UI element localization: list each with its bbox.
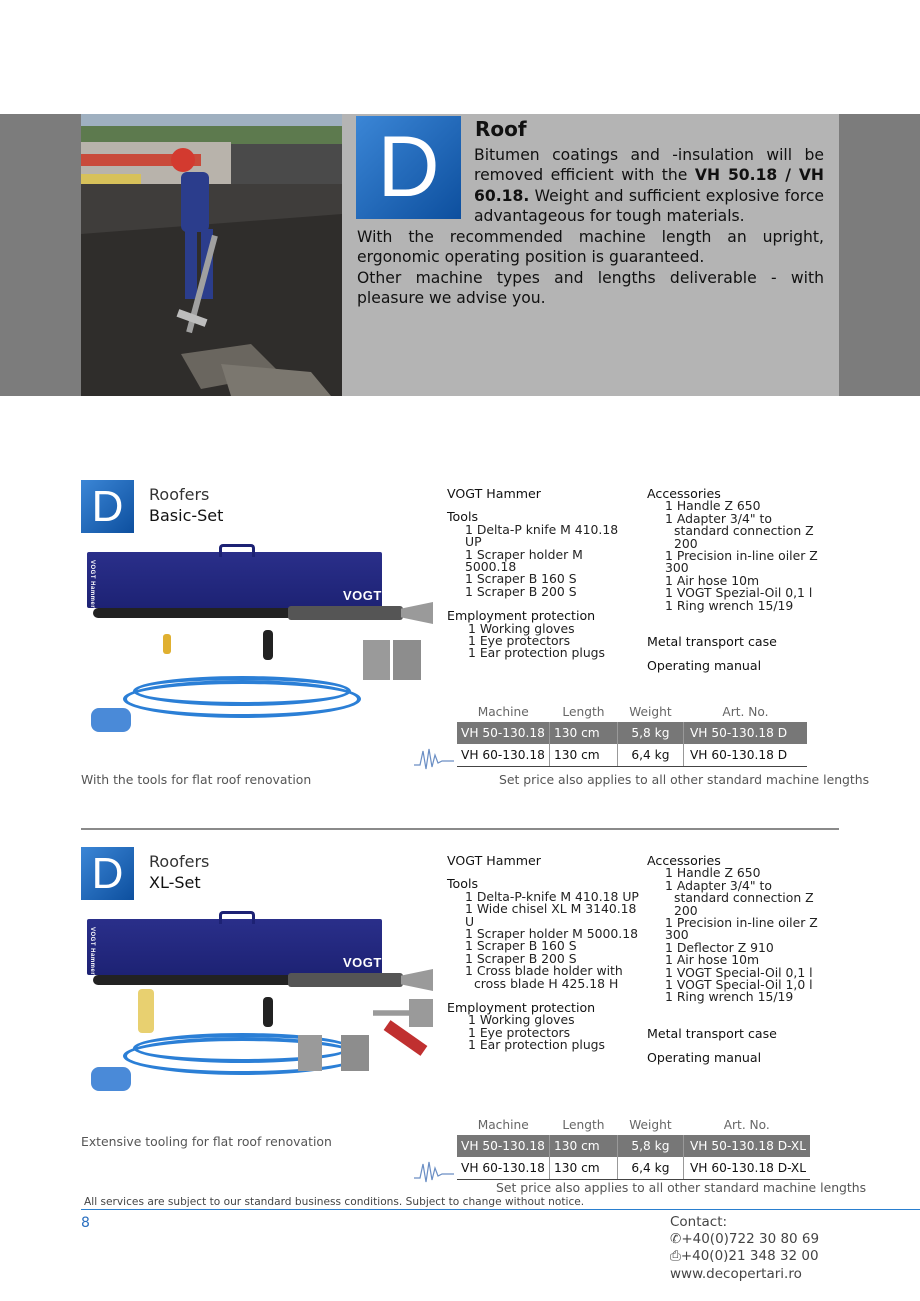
- xl-set-accessories: [647, 855, 839, 1065]
- table-header-row: [457, 702, 807, 722]
- basic-accessory-item: 1 VOGT Spezial-Oil 0,1 l: [665, 585, 813, 601]
- basic-accessory-item: 1 Precision in-line oiler Z 300: [665, 548, 818, 576]
- basic-accessory-item: 1 Handle Z 650: [665, 498, 761, 514]
- website-link[interactable]: www.decopertari.ro: [670, 1265, 802, 1282]
- roof-worker-illustration: [81, 114, 342, 396]
- xl-tool-item: 1 Scraper holder M 5000.18: [465, 926, 638, 942]
- section-divider: [81, 828, 839, 830]
- basic-accessory-item: 1 Adapter 3/4" to: [665, 510, 772, 526]
- xl-set-title: [149, 851, 209, 893]
- xl-protection-item: 1 Working gloves: [468, 1012, 575, 1028]
- xl-hammer-label: VOGT Hammer: [447, 853, 541, 868]
- table-cell: 130 cm: [549, 1157, 617, 1180]
- xl-tool-item: 1 Scraper B 160 S: [465, 938, 577, 954]
- basic-manual-label: Operating manual: [647, 658, 762, 674]
- fax-number: +40(0)21 348 32 00: [680, 1248, 819, 1265]
- basic-set-contents: [447, 488, 637, 660]
- xl-accessory-item: 1 Precision in-line oiler Z 300: [665, 915, 818, 943]
- table-cell: VH 60-130.18 D-XL: [683, 1157, 810, 1180]
- basic-protection-item: 1 Ear protection plugs: [468, 645, 605, 661]
- xl-protection-heading: Employment protection: [447, 1000, 596, 1016]
- basic-tool-item: 1 Scraper holder M 5000.18: [465, 546, 583, 575]
- table-cell: 5,8 kg: [617, 722, 683, 744]
- advice-text: Other machine types and lengths deliverable - with pleasure we advise you.: [357, 268, 824, 308]
- basic-case-label: Metal transport case: [647, 634, 777, 650]
- xl-case-label: Metal transport case: [647, 1025, 777, 1041]
- xl-set-caption: Extensive tooling for flat roof renovation: [81, 1134, 332, 1149]
- table-cell: VH 50-130.18 D-XL: [683, 1135, 810, 1157]
- table-cell: 130 cm: [549, 744, 617, 767]
- xl-set-title-line2: XL-Set: [149, 873, 201, 892]
- basic-set-title-line2: Basic-Set: [149, 506, 224, 525]
- table-row: [457, 722, 807, 744]
- xl-accessory-item: 1 Ring wrench 15/19: [665, 989, 794, 1005]
- basic-set-price-note: Set price also applies to all other standard machine lengths: [499, 772, 870, 787]
- vibration-wave-icon: [412, 745, 456, 771]
- xl-tool-item: 1 Scraper B 200 S: [465, 950, 577, 966]
- basic-set-badge: D: [81, 480, 134, 533]
- xl-accessory-item: standard connection Z 200: [674, 890, 814, 918]
- table-header-art-no: Art. No.: [723, 1118, 770, 1132]
- table-row: [457, 744, 807, 767]
- table-cell: VH 50-130.18: [457, 722, 549, 744]
- phone-number: +40(0)722 30 80 69: [681, 1231, 820, 1248]
- page-number: 8: [81, 1215, 90, 1231]
- basic-protection-heading: Employment protection: [447, 608, 596, 624]
- fax-icon: ⎙: [670, 1248, 681, 1265]
- basic-accessory-item: 1 Ring wrench 15/19: [665, 597, 794, 613]
- basic-set-title-line1: Roofers: [149, 485, 210, 504]
- basic-set-product-image: [83, 540, 438, 740]
- xl-accessory-item: 1 VOGT Special-Oil 0,1 l: [665, 964, 813, 980]
- table-row: [457, 1135, 810, 1157]
- table-header-row: [457, 1115, 810, 1135]
- xl-case-side-label: VOGT Hammer: [89, 927, 95, 976]
- contact-label: Contact:: [670, 1214, 728, 1230]
- section-title: Roof: [475, 117, 527, 141]
- table-header-length: Length: [562, 705, 605, 719]
- xl-accessory-item: 1 VOGT Special-Oil 1,0 l: [665, 977, 813, 993]
- intro-text-b: Weight and sufficient explosive force advantageous for tough materials.: [474, 186, 824, 226]
- fax-line: [670, 1248, 819, 1265]
- footer-divider: [81, 1209, 920, 1210]
- xl-set-title-line1: Roofers: [149, 852, 210, 871]
- basic-hammer-label: VOGT Hammer: [447, 486, 541, 501]
- table-header-machine: Machine: [477, 1118, 529, 1132]
- xl-set-product-image: [83, 907, 438, 1112]
- table-cell: VH 50-130.18 D: [683, 722, 807, 744]
- xl-tool-item: 1 Delta-P-knife M 410.18 UP: [465, 888, 639, 904]
- roof-worker-photo: [81, 114, 342, 396]
- xl-accessory-item: 1 Adapter 3/4" to: [665, 877, 772, 893]
- basic-tool-item: 1 Scraper B 160 S: [465, 571, 577, 587]
- phone-line[interactable]: [670, 1231, 819, 1248]
- xl-set-badge: D: [81, 847, 134, 900]
- xl-accessories-heading: Accessories: [647, 853, 721, 868]
- basic-tool-item: 1 Scraper B 200 S: [465, 583, 577, 599]
- ergonomics-paragraph: [357, 227, 824, 309]
- xl-accessory-item: 1 Air hose 10m: [665, 952, 760, 968]
- xl-tools-heading: Tools: [447, 876, 479, 892]
- table-header-art-no: Art. No.: [722, 705, 769, 719]
- xl-accessory-item: 1 Handle Z 650: [665, 865, 761, 881]
- xl-set-price-table: [457, 1115, 810, 1180]
- intro-paragraph: [474, 145, 824, 227]
- table-header-machine: Machine: [477, 705, 529, 719]
- intro-text-a: Bitumen coatings and -insulation will be removed efficient with the: [474, 146, 824, 185]
- basic-protection-item: 1 Eye protectors: [468, 633, 571, 649]
- xl-tool-item: 1 Wide chisel XL M 3140.18 U: [465, 901, 637, 929]
- xl-case-logo: VOGT: [343, 955, 382, 970]
- table-cell: 6,4 kg: [617, 744, 683, 767]
- table-row: [457, 1157, 810, 1180]
- intro-models: VH 50.18 / VH 60.18.: [474, 166, 824, 205]
- basic-protection-item: 1 Working gloves: [468, 620, 575, 636]
- table-cell: 130 cm: [549, 722, 617, 744]
- xl-set-price-note: Set price also applies to all other standard machine lengths: [496, 1180, 867, 1195]
- basic-set-accessories: [647, 488, 839, 673]
- xl-tool-item: 1 Cross blade holder with: [465, 963, 623, 979]
- table-cell: 6,4 kg: [617, 1157, 683, 1180]
- basic-case-side-label: VOGT Hammer: [89, 560, 95, 609]
- category-badge: D: [356, 116, 461, 219]
- table-cell: VH 60-130.18 D: [683, 744, 807, 767]
- basic-set-title: [149, 484, 223, 526]
- xl-tool-item: cross blade H 425.18 H: [474, 975, 619, 991]
- table-header-weight: Weight: [629, 1118, 672, 1132]
- table-cell: VH 50-130.18: [457, 1135, 549, 1157]
- basic-set-caption: With the tools for flat roof renovation: [81, 772, 312, 787]
- table-cell: 5,8 kg: [617, 1135, 683, 1157]
- basic-accessory-item: standard connection Z 200: [674, 523, 814, 551]
- xl-set-contents: [447, 855, 642, 1052]
- xl-protection-item: 1 Ear protection plugs: [468, 1037, 605, 1053]
- xl-accessory-item: 1 Deflector Z 910: [665, 939, 774, 955]
- basic-set-price-table: [457, 702, 807, 767]
- contact-block: [670, 1214, 819, 1283]
- xl-manual-label: Operating manual: [647, 1050, 762, 1066]
- terms-note: All services are subject to our standard business conditions. Subject to change without notice.: [84, 1196, 585, 1208]
- ergonomics-text: With the recommended machine length an upright, ergonomic operating position is guaranteed.: [357, 228, 824, 267]
- basic-tools-heading: Tools: [447, 509, 479, 525]
- table-cell: 130 cm: [549, 1135, 617, 1157]
- table-cell: VH 60-130.18: [457, 1157, 549, 1180]
- table-header-length: Length: [562, 1118, 605, 1132]
- vibration-wave-icon: [412, 1158, 456, 1184]
- table-header-weight: Weight: [629, 705, 672, 719]
- basic-accessory-item: 1 Air hose 10m: [665, 572, 760, 588]
- phone-icon: ✆: [670, 1231, 682, 1248]
- basic-case-logo: VOGT: [343, 588, 382, 603]
- basic-tool-item: 1 Delta-P knife M 410.18 UP: [465, 521, 619, 550]
- xl-protection-item: 1 Eye protectors: [468, 1024, 571, 1040]
- table-cell: VH 60-130.18: [457, 744, 549, 767]
- basic-accessories-heading: Accessories: [647, 486, 721, 501]
